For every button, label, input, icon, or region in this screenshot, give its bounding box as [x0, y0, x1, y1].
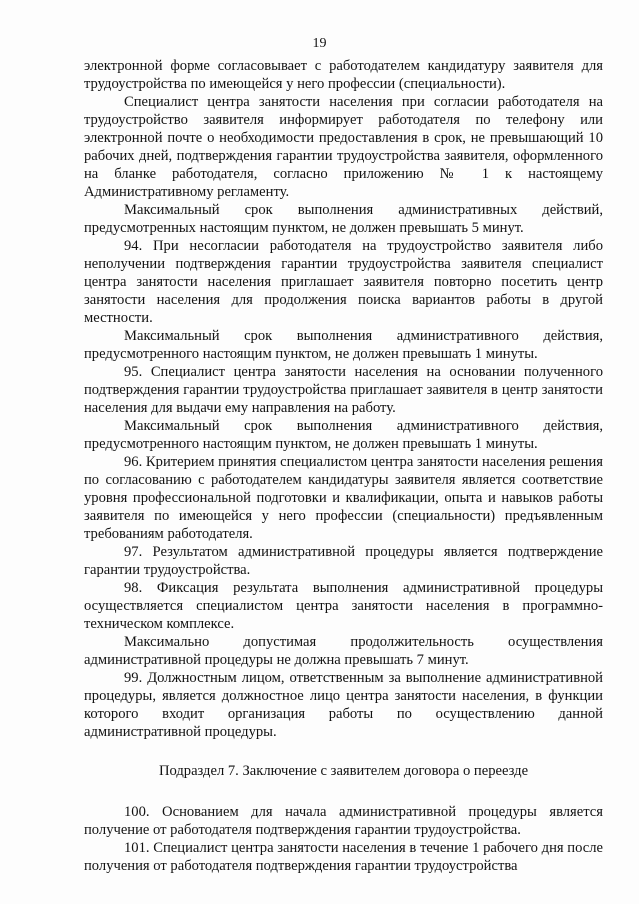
paragraph: Максимальный срок выполнения административного действия, предусмотренного настоящим пунктом, не должен превышать 1 минуты. — [84, 328, 603, 362]
paragraph-item-94: 94. При несогласии работодателя на трудоустройство заявителя либо неполучении подтверждения гарантии трудоустройства заявителя специалист центра занятости населения приглашает заявителя повторно посетить центр занятости населения для продолжения поиска вариантов работы в другой местности. — [84, 238, 603, 326]
document-body — [84, 57, 603, 875]
paragraph: Максимальный срок выполнения административного действия, предусмотренного настоящим пунктом, не должен превышать 1 минуты. — [84, 418, 603, 452]
paragraph-item-96: 96. Критерием принятия специалистом центра занятости населения решения по согласованию с работодателем кандидатуры заявителя является соответствие уровня профессиональной подготовки и квалификации, опыта и навыков работы заявителя по имеющейся у него профессии (специальности) предъявленным требованиям работодателя. — [84, 454, 603, 542]
paragraph: электронной форме согласовывает с работодателем кандидатуру заявителя для трудоустройства по имеющейся у него профессии (специальности). — [84, 58, 603, 92]
paragraph: Специалист центра занятости населения при согласии работодателя на трудоустройство заявителя информирует работодателя по телефону или электронной почте о необходимости предоставления в срок, не превышающий 10 рабочих дней, подтверждения гарантии трудоустройства заявителя, оформленного на бланке работодателя, согласно приложению № 1 к настоящему Административному регламенту. — [84, 94, 603, 200]
paragraph-item-100: 100. Основанием для начала административной процедуры является получение от работодателя подтверждения гарантии трудоустройства. — [84, 804, 603, 838]
paragraph-item-99: 99. Должностным лицом, ответственным за выполнение административной процедуры, является должностное лицо центра занятости населения, в функции которого входит организация работы по осуществлению данной административной процедуры. — [84, 670, 603, 740]
paragraph: Максимально допустимая продолжительность осуществления административной процедуры не должна превышать 7 минут. — [84, 634, 603, 668]
paragraph: Максимальный срок выполнения административных действий, предусмотренных настоящим пунктом, не должен превышать 5 минут. — [84, 202, 603, 236]
paragraph-item-98: 98. Фиксация результата выполнения административной процедуры осуществляется специалистом центра занятости населения в программно-техническом комплексе. — [84, 580, 603, 632]
paragraph-item-97: 97. Результатом административной процедуры является подтверждение гарантии трудоустройства. — [84, 544, 603, 578]
paragraph-item-101: 101. Специалист центра занятости населения в течение 1 рабочего дня после получения от работодателя подтверждения гарантии трудоустройства — [84, 840, 603, 874]
page-number: 19 — [312, 36, 327, 51]
section-heading: Подраздел 7. Заключение с заявителем договора о переезде — [158, 763, 529, 779]
paragraph-item-95: 95. Специалист центра занятости населения на основании полученного подтверждения гарантии трудоустройства приглашает заявителя в центр занятости населения для выдачи ему направления на работу. — [84, 364, 603, 416]
